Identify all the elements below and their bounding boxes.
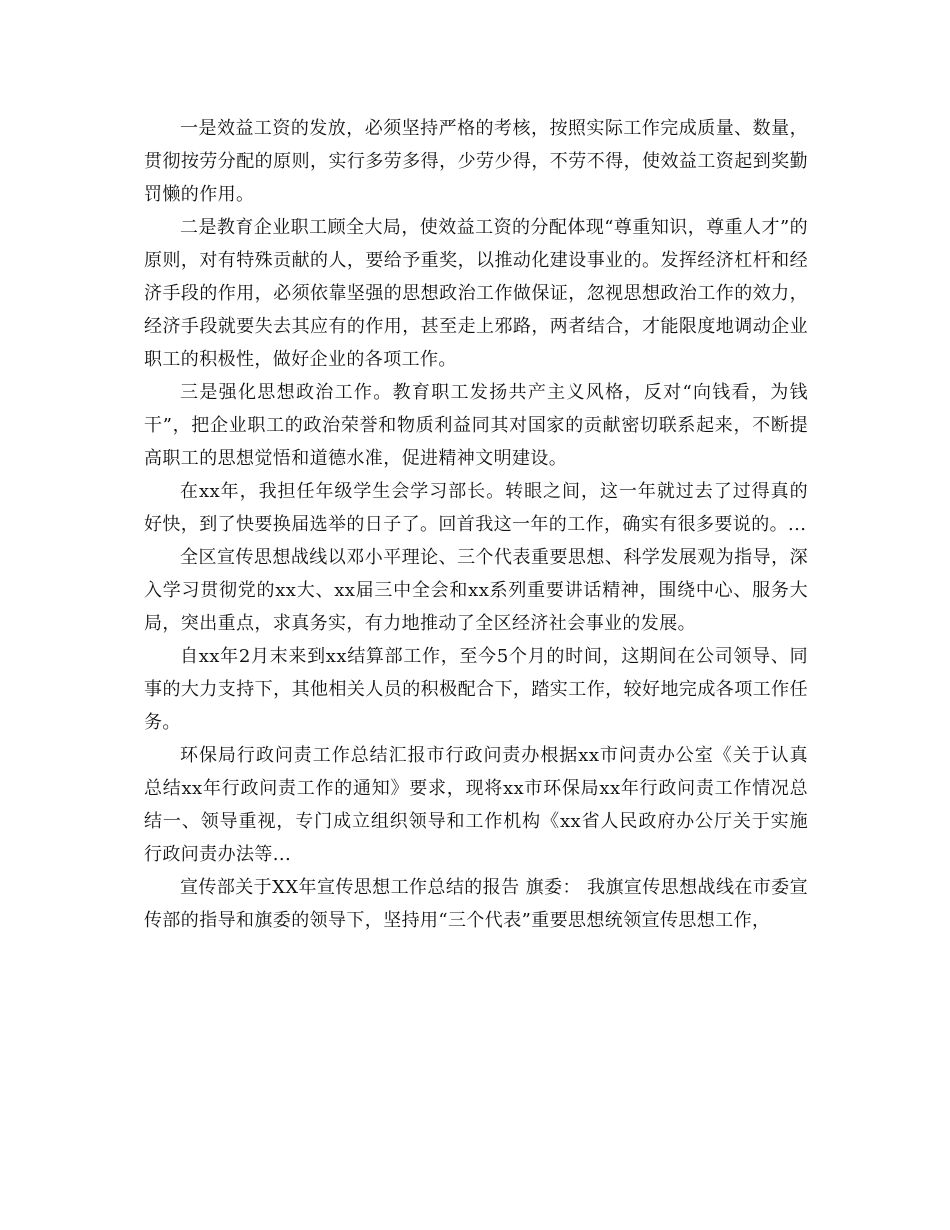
paragraph: 宣传部关于XX年宣传思想工作总结的报告 旗委： 我旗宣传思想战线在市委宣传部的指导和旗委的领导下，坚持用“三个代表”重要思想统领宣传思想工作， — [144, 877, 808, 931]
paragraph: 自xx年2月末来到xx结算部工作，至今5个月的时间，这期间在公司领导、同事的大力支持下，其他相关人员的积极配合下，踏实工作，较好地完成各项工作任务。 — [144, 646, 808, 733]
paragraph: 全区宣传思想战线以邓小平理论、三个代表重要思想、科学发展观为指导，深入学习贯彻党的xx大、xx届三中全会和xx系列重要讲话精神，围绕中心、服务大局，突出重点，求真务实，有力地推动了全区经济社会事业的发展。 — [144, 547, 808, 634]
document-body — [144, 112, 808, 937]
paragraph: 三是强化思想政治工作。教育职工发扬共产主义风格，反对“向钱看，为钱干”，把企业职工的政治荣誉和物质利益同其对国家的贡献密切联系起来，不断提高职工的思想觉悟和道德水准，促进精神文明建设。 — [144, 382, 808, 469]
paragraph: 一是效益工资的发放，必须坚持严格的考核，按照实际工作完成质量、数量，贯彻按劳分配的原则，实行多劳多得，少劳少得，不劳不得，使效益工资起到奖勤罚懒的作用。 — [144, 118, 808, 205]
paragraph: 二是教育企业职工顾全大局，使效益工资的分配体现“尊重知识，尊重人才”的原则，对有特殊贡献的人，要给予重奖，以推动化建设事业的。发挥经济杠杆和经济手段的作用，必须依靠坚强的思想政治工作做保证，忽视思想政治工作的效力，经济手段就要失去其应有的作用，甚至走上邪路，两者结合，才能限度地调动企业职工的积极性，做好企业的各项工作。 — [144, 217, 808, 370]
paragraph: 环保局行政问责工作总结汇报市行政问责办根据xx市问责办公室《关于认真总结xx年行政问责工作的通知》要求，现将xx市环保局xx年行政问责工作情况总结一、领导重视，专门成立组织领导和工作机构《xx省人民政府办公厅关于实施行政问责办法等... — [144, 745, 808, 865]
paragraph: 在xx年，我担任年级学生会学习部长。转眼之间，这一年就过去了过得真的好快，到了快要换届选举的日子了。回首我这一年的工作，确实有很多要说的。... — [144, 481, 808, 535]
